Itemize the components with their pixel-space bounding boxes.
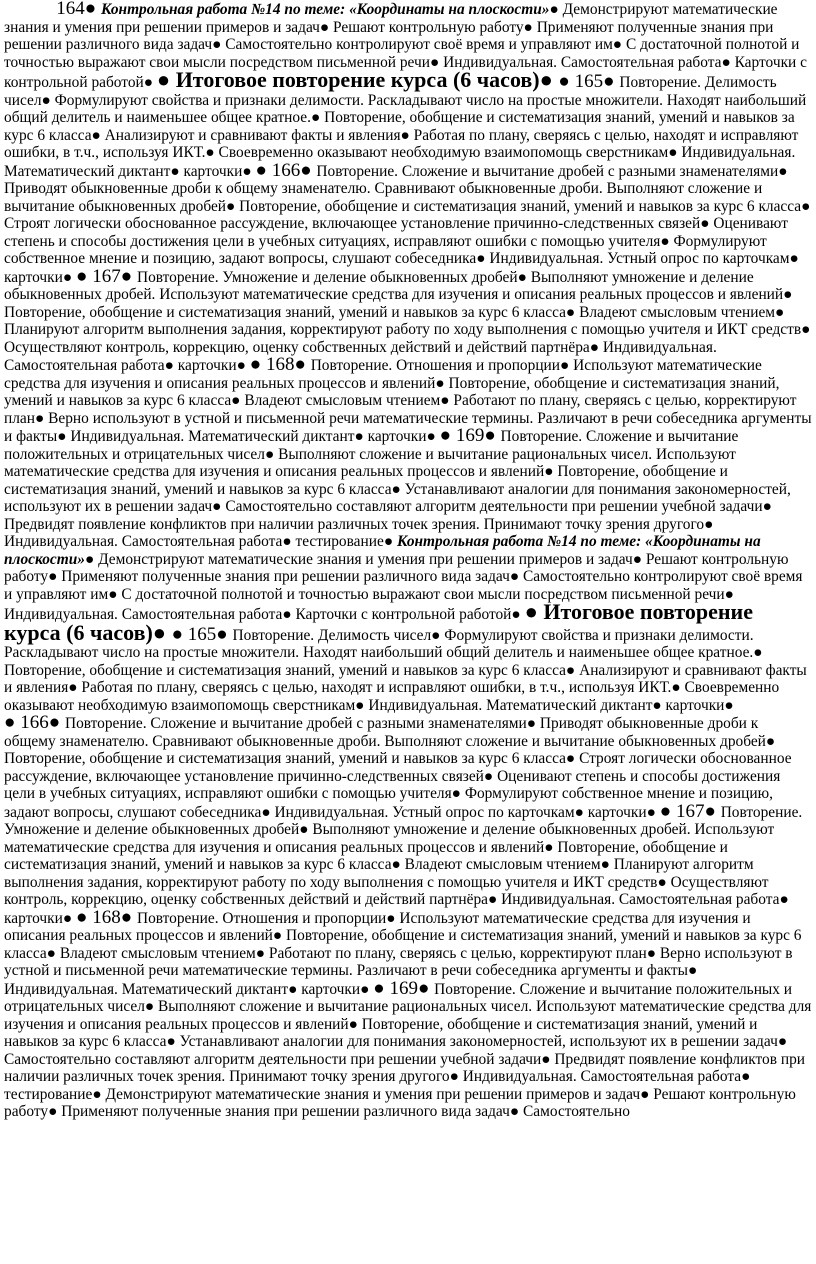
lesson-number: ● 165● — [171, 623, 233, 645]
body-text: Повторение. Делимость чисел● Формулируют свойства и признаки делимости. Раскладывают число на простые множители. Находят наибольший общий делитель и наименьшее общее кратное.● Повторение, обобщение и систематизация знаний, умений и навыков за курс 6 класса● Анализируют и сравнивают факты и явления● Работая по плану, сверяясь с целью, находят и исправляют ошибки, в т.ч., используя ИКТ.● Своевременно оказывают необходимую взаимопомощь сверстникам● Индивидуальная. Математический диктант● карточки● — [4, 74, 807, 180]
lesson-number: ● 166● — [4, 712, 65, 733]
body-text: Повторение. Умножение и деление обыкновенных дробей● Выполняют умножение и деление обыкновенных дробей. Используют математические средства для изучения и описания реальных процессов и явлений● Повторение, обобщение и систематизация знаний, умений и навыков за курс 6 класса● Владеют смысловым чтением● Планируют алгоритм выполнения задания, корректируют работу по ходу выполнения с помощью учителя и ИКТ средств● Осуществляют контроль, коррекцию, оценку собственных действий и действий партнёра● Индивидуальная. Самостоятельная работа● карточки● — [4, 803, 803, 927]
document-body — [4, 0, 813, 1121]
body-text: Повторение. Сложение и вычитание положительных и отрицательных чисел● Выполняют сложение и вычитание рациональных чисел. Используют математические средства для изучения и описания реальных процессов и явлений● Повторение, обобщение и систематизация знаний, умений и навыков за курс 6 класса● Устанавливают аналогии для понимания закономерностей, используют их в решении задач● Самостоятельно составляют алгоритм деятельности при решении учебной задачи● Предвидят появление конфликтов при наличии различных точек зрения. Принимают точку зрения другого● Индивидуальная. Самостоятельная работа● тестирование● — [4, 980, 812, 1103]
body-text: Повторение. Сложение и вычитание дробей с разными знаменателями● Приводят обыкновенные дроби к общему знаменателю. Сравнивают обыкновенные дроби. Выполняют сложение и вычитание обыкновенных дробей● Повторение, обобщение и систематизация знаний, умений и навыков за курс 6 класса● Строят логически обоснованное рассуждение, включающее установление причинно-следственных связей● Оценивают степень и способы достижения цели в учебных ситуациях, исправляют ошибки с помощью учителя● Формулируют собственное мнение и позицию, задают вопросы, слушают собеседника● Индивидуальная. Устный опрос по карточкам● карточки● — [4, 162, 811, 286]
lesson-number: ● 167● — [76, 265, 137, 287]
body-text: Повторение. Отношения и пропорции● Используют математические средства для изучения и описания реальных процессов и явлений● Повторение, обобщение и систематизация знаний, умений и навыков за курс 6 класса● Владеют смысловым чтением● Работают по плану, сверяясь с целью, корректируют план● Верно используют в устной и письменной речи математические термины. Различают в речи собеседника аргументы и факты● Индивидуальная. Математический диктант● карточки● — [4, 909, 802, 998]
lesson-number: ● 165● — [558, 71, 620, 92]
lesson-number: ● 168● — [249, 354, 311, 375]
section-heading: ● Итоговое повторение курса (6 часов)● — [4, 599, 753, 645]
lesson-number: 164● — [4, 0, 101, 19]
test-title: Контрольная работа №14 по теме: «Координаты на плоскости» — [100, 1, 550, 18]
body-text: Повторение. Сложение и вычитание дробей с разными знаменателями● Приводят обыкновенные дроби к общему знаменателю. Сравнивают обыкновенные дроби. Выполняют сложение и вычитание обыкновенных дробей● Повторение, обобщение и систематизация знаний, умений и навыков за курс 6 класса● Строят логически обоснованное рассуждение, включающее установление причинно-следственных связей● Оценивают степень и способы достижения цели в учебных ситуациях, исправляют ошибки с помощью учителя● Формулируют собственное мнение и позицию, задают вопросы, слушают собеседника● Индивидуальная. Устный опрос по карточкам● карточки● — [4, 715, 792, 821]
lesson-number: ● 166● — [255, 159, 317, 181]
lesson-number: ● 169● — [373, 977, 435, 999]
body-text: Повторение. Делимость чисел● Формулируют свойства и признаки делимости. Раскладывают число на простые множители. Находят наибольший общий делитель и наименьшее общее кратное.● Повторение, обобщение и систематизация знаний, умений и навыков за курс 6 класса● Анализируют и сравнивают факты и явления● Работая по плану, сверяясь с целью, находят и исправляют ошибки, в т.ч., используя ИКТ.● Своевременно оказывают необходимую взаимопомощь сверстникам● Индивидуальная. Математический диктант● карточки● — [4, 626, 807, 714]
section-heading: ● Итоговое повторение курса (6 часов)● — [156, 67, 559, 92]
body-text: Повторение. Умножение и деление обыкновенных дробей● Выполняют умножение и деление обыкновенных дробей. Используют математические средства для изучения и описания реальных процессов и явлений● Повторение, обобщение и систематизация знаний, умений и навыков за курс 6 класса● Владеют смысловым чтением● Планируют алгоритм выполнения задания, корректируют работу по ходу выполнения с помощью учителя и ИКТ средств● Осуществляют контроль, коррекцию, оценку собственных действий и действий партнёра● Индивидуальная. Самостоятельная работа● карточки● — [4, 268, 811, 374]
test-title: Контрольная работа №14 по теме: «Координаты на плоскости» — [4, 533, 761, 568]
body-text: Повторение. Отношения и пропорции● Используют математические средства для изучения и описания реальных процессов и явлений● Повторение, обобщение и систематизация знаний, умений и навыков за курс 6 класса● Владеют смысловым чтением● Работают по плану, сверяясь с целью, корректируют план● Верно используют в устной и письменной речи математические термины. Различают в речи собеседника аргументы и факты● Индивидуальная. Математический диктант● карточки● — [4, 357, 812, 445]
body-text: Демонстрируют математические знания и умения при решении примеров и задач● Решают контрольную работу● Применяют полученные знания при решении различного вида задач● Самостоятельно — [4, 1085, 796, 1120]
body-text: Повторение. Сложение и вычитание положительных и отрицательных чисел● Выполняют сложение и вычитание рациональных чисел. Используют математические средства для изучения и описания реальных процессов и явлений● Повторение, обобщение и систематизация знаний, умений и навыков за курс 6 класса● Устанавливают аналогии для понимания закономерностей, используют их в решении задач● Самостоятельно составляют алгоритм деятельности при решении учебной задачи● Предвидят появление конфликтов при наличии различных точек зрения. Принимают точку зрения другого● Индивидуальная. Самостоятельная работа● тестирование● — [4, 428, 791, 550]
lesson-number: ● 167● — [659, 800, 721, 822]
lesson-number: ● 168● — [76, 906, 137, 928]
body-text: ● Демонстрируют математические знания и умения при решении примеров и задач● Решают контрольную работу● Применяют полученные знания при решении различного вида задач● Самостоятельно контролируют своё время и управляют им● С достаточной полнотой и точностью выражают свои мысли посредством письменной речи● Индивидуальная. Самостоятельная работа● Карточки с контрольной работой● — [4, 550, 803, 623]
lesson-number: ● 169● — [439, 425, 501, 446]
body-text: ● Демонстрируют математические знания и умения при решении примеров и задач● Решают контрольную работу● Применяют полученные знания при решении различного вида задач● Самостоятельно контролируют своё время и управляют им● С достаточной полнотой и точностью выражают свои мысли посредством письменной речи● Индивидуальная. Самостоятельная работа● Карточки с контрольной работой● — [4, 1, 807, 91]
